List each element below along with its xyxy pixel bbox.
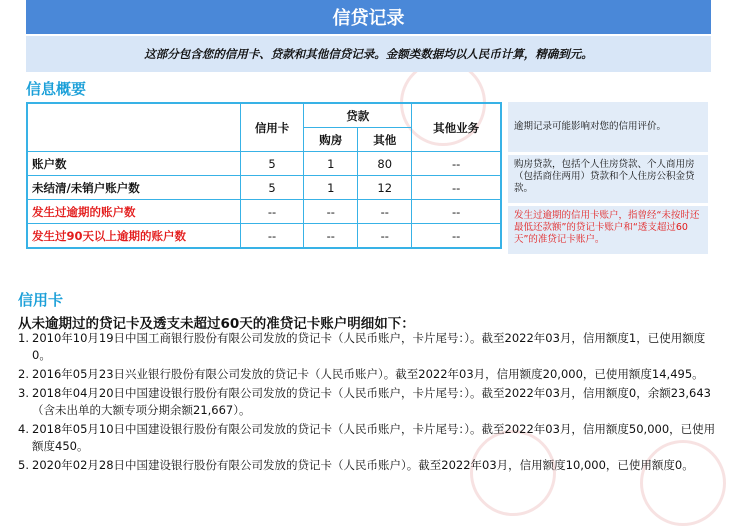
list-item-text: 2018年05月10日中国建设银行股份有限公司发放的贷记卡（人民币账户，卡片尾号：）。截至2022年03月，信用额度50,000，已使用额度450。: [32, 422, 716, 453]
list-item: [18, 330, 718, 364]
list-item: [18, 421, 718, 455]
table-row: [27, 176, 501, 200]
row-label: 账户数: [27, 152, 240, 176]
note-overdue-definition: 发生过逾期的信用卡账户，指曾经“未按时还最低还款额”的贷记卡账户和“透支超过60天”的准贷记卡账户。: [508, 206, 708, 254]
row-label: 发生过90天以上逾期的账户数: [27, 224, 240, 249]
cell-mortgage: 1: [304, 176, 358, 200]
note-mortgage-definition: 购房贷款，包括个人住房贷款、个人商用房（包括商住两用）贷款和个人住房公积金贷款。: [508, 155, 708, 203]
note-overdue-impact: 逾期记录可能影响对您的信用评价。: [508, 102, 708, 152]
table-corner-cell: [27, 103, 240, 152]
list-item-number: 3.: [18, 386, 29, 400]
table-row: [27, 200, 501, 224]
page-title: 信贷记录: [26, 0, 711, 34]
list-item: [18, 457, 718, 474]
credit-card-title: 信用卡: [18, 291, 64, 309]
credit-card-heading: 从未逾期过的贷记卡及透支未超过60天的准贷记卡账户明细如下：: [18, 316, 415, 332]
col-header-mortgage: 购房: [304, 128, 358, 152]
cell-other: --: [358, 200, 412, 224]
cell-other: --: [358, 224, 412, 249]
table-header-row: [27, 103, 501, 128]
list-item-text: 2018年04月20日中国建设银行股份有限公司发放的贷记卡（人民币账户，卡片尾号：）。截至2022年03月，信用额度0，余额23,643（含未出单的大额专项分期余额21,667）。: [32, 386, 711, 417]
cell-cc: --: [240, 224, 304, 249]
cell-other: 80: [358, 152, 412, 176]
col-header-credit-card: 信用卡: [240, 103, 304, 152]
cell-other: 12: [358, 176, 412, 200]
page-subtitle: 这部分包含您的信用卡、贷款和其他信贷记录。金额类数据均以人民币计算，精确到元。: [26, 36, 711, 72]
cell-biz: --: [412, 224, 501, 249]
summary-table: [26, 102, 502, 249]
cell-biz: --: [412, 200, 501, 224]
table-row: [27, 224, 501, 249]
cell-mortgage: --: [304, 224, 358, 249]
col-header-loans: 贷款: [304, 103, 412, 128]
list-item-text: 2010年10月19日中国工商银行股份有限公司发放的贷记卡（人民币账户，卡片尾号：）。截至2022年03月，信用额度1，已使用额度0。: [32, 331, 706, 362]
list-item: [18, 385, 718, 419]
cell-mortgage: 1: [304, 152, 358, 176]
list-item-number: 5.: [18, 458, 29, 472]
table-row: [27, 152, 501, 176]
credit-card-list: [18, 330, 718, 476]
list-item: [18, 366, 718, 383]
row-label: 未结清/未销户账户数: [27, 176, 240, 200]
list-item-number: 2.: [18, 367, 29, 381]
summary-title: 信息概要: [26, 80, 87, 98]
cell-biz: --: [412, 176, 501, 200]
cell-cc: 5: [240, 176, 304, 200]
list-item-text: 2016年05月23日兴业银行股份有限公司发放的贷记卡（人民币账户）。截至2022年03月，信用额度20,000，已使用额度14,495。: [32, 367, 704, 381]
row-label: 发生过逾期的账户数: [27, 200, 240, 224]
list-item-number: 1.: [18, 331, 29, 345]
list-item-text: 2020年02月28日中国建设银行股份有限公司发放的贷记卡（人民币账户）。截至2022年03月，信用额度10,000，已使用额度0。: [32, 458, 694, 472]
list-item-number: 4.: [18, 422, 29, 436]
col-header-other-business: 其他业务: [412, 103, 501, 152]
cell-biz: --: [412, 152, 501, 176]
cell-cc: --: [240, 200, 304, 224]
col-header-other: 其他: [358, 128, 412, 152]
cell-mortgage: --: [304, 200, 358, 224]
cell-cc: 5: [240, 152, 304, 176]
